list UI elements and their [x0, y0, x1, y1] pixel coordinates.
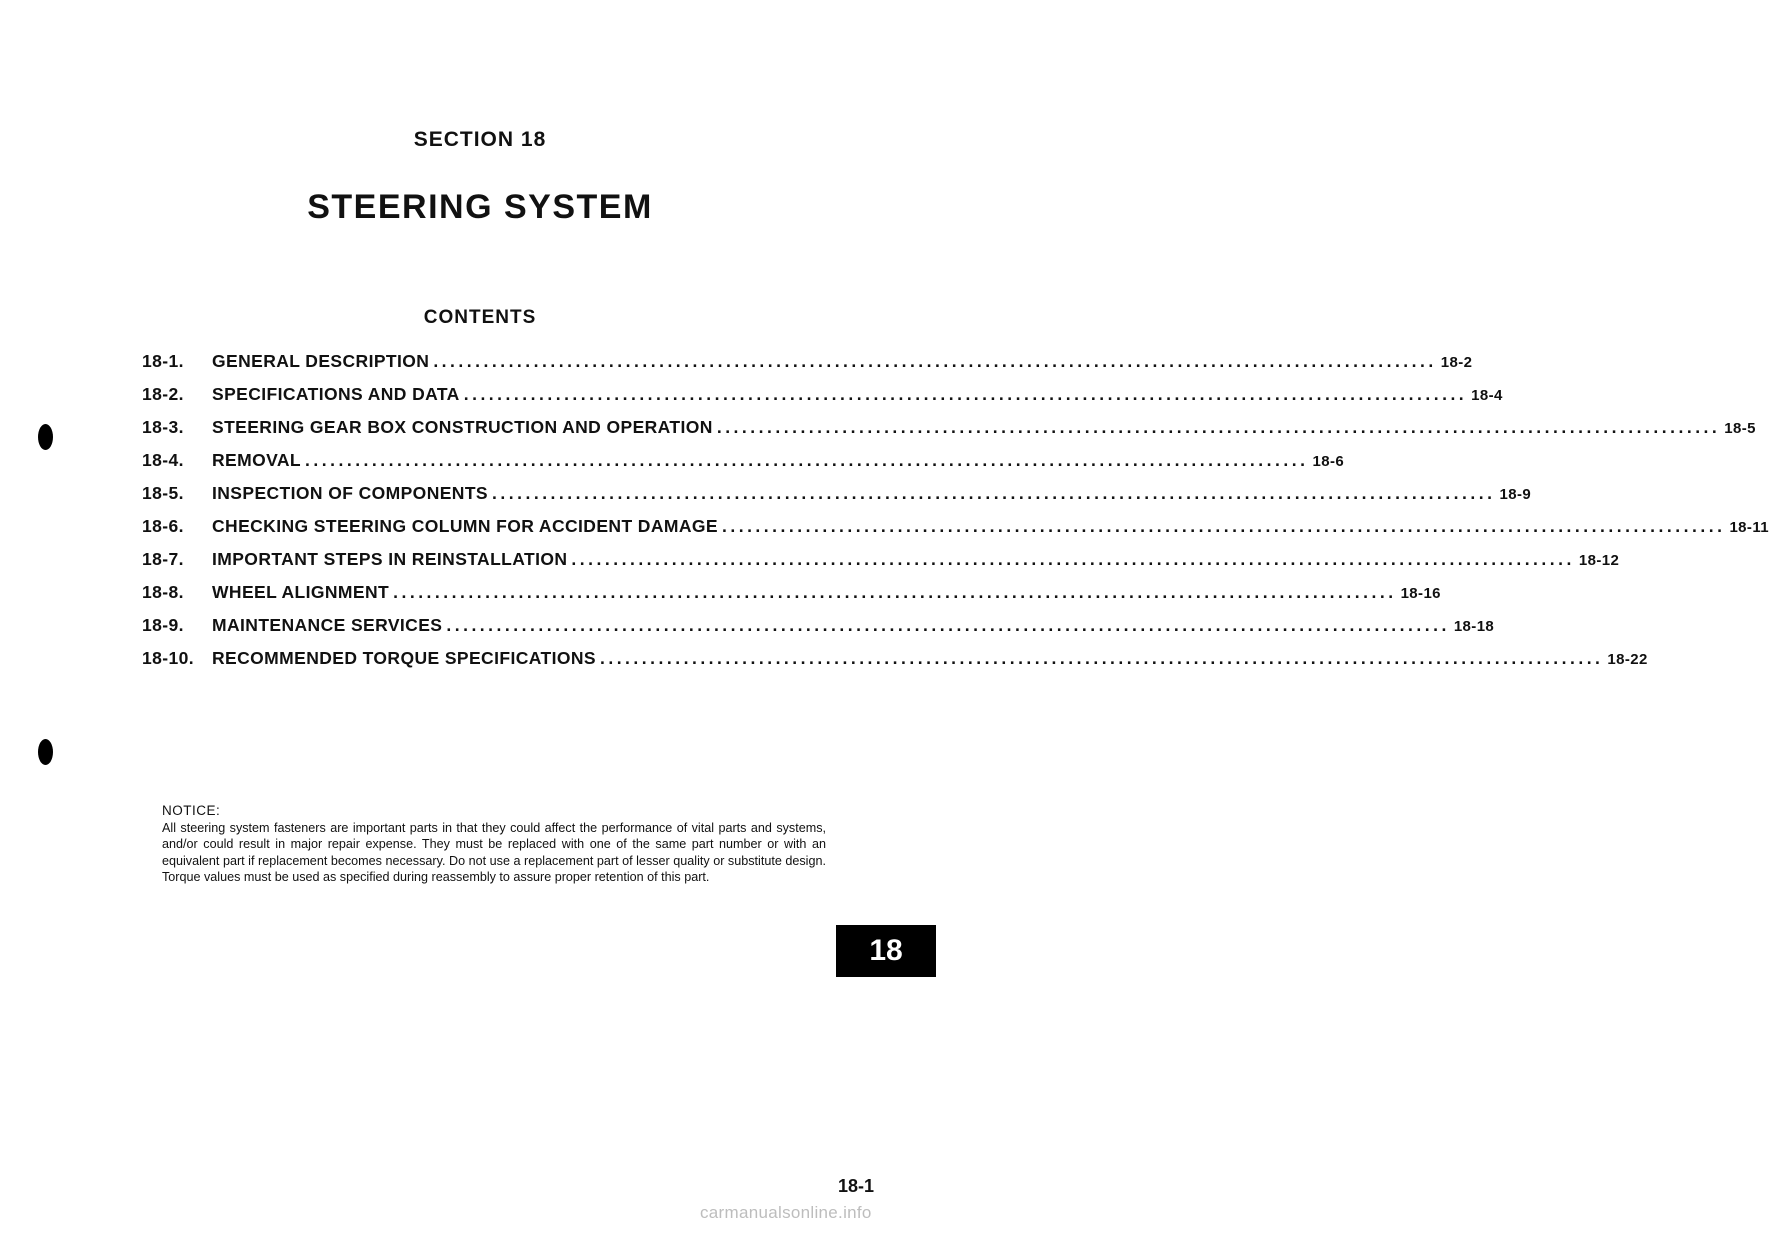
toc-entry-number: 18-2.: [142, 384, 184, 404]
notice-text: All steering system fasteners are important parts in that they could affect the performance of vital parts and systems, and/or could result in major repair expense. They must be replaced with one of the same part number or with an equivalent part if replacement becomes necessary. Do not use a replacement part of lesser quality or substitute design. Torque values must be used as specified during reassembly to assure proper retention of this part.: [162, 820, 826, 885]
toc-leader-dots: ........................................................................................................................: [433, 351, 1437, 371]
toc-entry-title: CHECKING STEERING COLUMN FOR ACCIDENT DAMAGE: [212, 516, 718, 536]
toc-entry[interactable]: [142, 450, 1345, 483]
toc-leader-dots: ........................................................................................................................: [599, 648, 1604, 668]
toc-leader-dots: ........................................................................................................................: [571, 549, 1575, 569]
toc-entry-title: INSPECTION OF COMPONENTS: [212, 483, 489, 503]
toc-entry-page: 18-12: [1578, 552, 1620, 569]
toc-entry-number: 18-6.: [142, 516, 184, 536]
toc-entry[interactable]: [142, 483, 1532, 516]
toc-entry-page: 18-6: [1312, 453, 1345, 470]
toc-entry-page: 18-9: [1499, 486, 1532, 503]
toc-entry[interactable]: [142, 582, 1441, 615]
notice-block: [162, 803, 826, 886]
table-of-contents: [142, 351, 1769, 681]
toc-entry-number: 18-4.: [142, 450, 184, 470]
toc-entry[interactable]: [142, 351, 1473, 384]
toc-entry-title: STEERING GEAR BOX CONSTRUCTION AND OPERATION: [212, 417, 713, 437]
toc-entry-number: 18-8.: [142, 582, 184, 602]
toc-entry-number: 18-1.: [142, 351, 184, 371]
toc-leader-dots: ........................................................................................................................: [446, 615, 1450, 635]
toc-entry-number: 18-3.: [142, 417, 184, 437]
toc-leader-dots: ........................................................................................................................: [463, 384, 1468, 404]
contents-heading: CONTENTS: [423, 307, 537, 328]
toc-leader-dots: ........................................................................................................................: [492, 483, 1496, 503]
toc-entry-number: 18-9.: [142, 615, 184, 635]
toc-entry-page: 18-11: [1729, 519, 1769, 536]
toc-entry-number: 18-10.: [142, 648, 195, 668]
section-tab-marker: 18: [836, 925, 936, 977]
page-title: STEERING SYSTEM: [307, 188, 653, 226]
toc-entry-title: SPECIFICATIONS AND DATA: [212, 384, 460, 404]
toc-entry-page: 18-2: [1440, 354, 1473, 371]
notice-label: NOTICE:: [162, 803, 221, 818]
toc-leader-dots: ........................................................................................................................: [721, 516, 1726, 536]
toc-entry-title: GENERAL DESCRIPTION: [212, 351, 430, 371]
toc-entry[interactable]: [142, 648, 1648, 681]
toc-leader-dots: ........................................................................................................................: [393, 582, 1397, 602]
toc-entry-page: 18-5: [1724, 420, 1756, 437]
page-number: 18-1: [838, 1176, 875, 1196]
toc-entry-title: IMPORTANT STEPS IN REINSTALLATION: [212, 549, 568, 569]
toc-leader-dots: ........................................................................................................................: [716, 417, 1721, 437]
toc-entry[interactable]: [142, 384, 1503, 417]
toc-leader-dots: ........................................................................................................................: [305, 450, 1309, 470]
binder-hole-mark-top: [38, 424, 53, 450]
toc-entry-page: 18-22: [1607, 651, 1648, 668]
toc-entry[interactable]: [142, 549, 1620, 582]
toc-entry-number: 18-5.: [142, 483, 184, 503]
toc-entry-title: RECOMMENDED TORQUE SPECIFICATIONS: [212, 648, 596, 668]
toc-entry-page: 18-4: [1471, 387, 1503, 404]
toc-entry[interactable]: [142, 615, 1495, 648]
toc-entry-page: 18-18: [1453, 618, 1495, 635]
toc-entry-title: WHEEL ALIGNMENT: [212, 582, 390, 602]
toc-entry-title: REMOVAL: [212, 450, 302, 470]
toc-entry-title: MAINTENANCE SERVICES: [212, 615, 443, 635]
toc-entry[interactable]: [142, 417, 1756, 450]
watermark-text: carmanualsonline.info: [700, 1203, 872, 1222]
toc-entry[interactable]: [142, 516, 1769, 549]
section-label: SECTION 18: [413, 128, 547, 151]
binder-hole-mark-bottom: [38, 739, 53, 765]
toc-entry-number: 18-7.: [142, 549, 184, 569]
toc-entry-page: 18-16: [1400, 585, 1441, 602]
